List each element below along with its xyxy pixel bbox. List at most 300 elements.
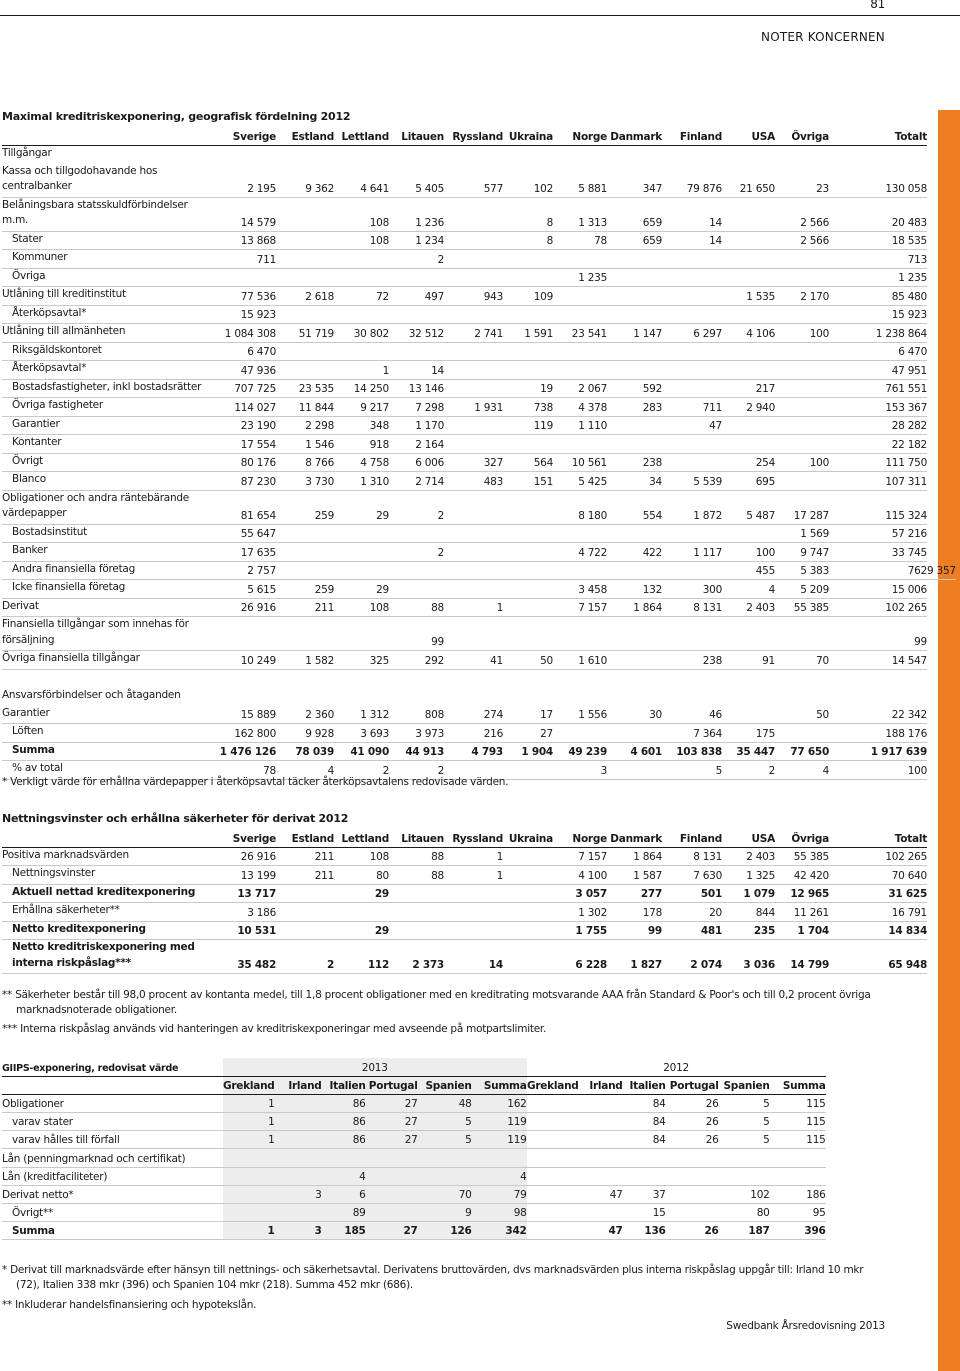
table-cell: 9 928 bbox=[276, 724, 334, 743]
table-cell bbox=[662, 268, 722, 287]
column-header: Totalt bbox=[829, 127, 927, 145]
table-cell: 20 bbox=[662, 903, 722, 922]
row-label: Utlåning till kreditinstitut bbox=[2, 287, 213, 306]
table-cell: 14 bbox=[444, 940, 503, 974]
table-cell bbox=[579, 1204, 623, 1222]
table-cell: 1 238 864 bbox=[829, 324, 927, 343]
table-cell: 211 bbox=[276, 598, 334, 617]
header-blank bbox=[2, 1076, 223, 1094]
table-row bbox=[2, 847, 927, 866]
table-cell: 2 566 bbox=[775, 197, 829, 231]
table-cell: 17 635 bbox=[213, 543, 276, 562]
table-cell bbox=[607, 287, 662, 306]
table-row bbox=[2, 580, 956, 599]
table-cell: 695 bbox=[722, 472, 775, 491]
table-cell: 72 bbox=[334, 287, 389, 306]
table-cell: 15 923 bbox=[829, 305, 927, 324]
table-cell: 84 bbox=[623, 1094, 666, 1112]
table-cell: 14 579 bbox=[213, 197, 276, 231]
table-row bbox=[2, 287, 956, 306]
table-cell bbox=[662, 145, 722, 163]
table-cell: 8 180 bbox=[553, 490, 607, 524]
table-cell: 5 bbox=[418, 1113, 472, 1131]
table-cell: 107 311 bbox=[829, 472, 927, 491]
table-cell: 185 bbox=[322, 1222, 366, 1240]
table-cell bbox=[503, 305, 553, 324]
table-cell bbox=[775, 687, 829, 705]
table-cell bbox=[418, 1167, 472, 1185]
table-cell: 126 bbox=[418, 1222, 472, 1240]
table-cell: 48 bbox=[418, 1094, 472, 1112]
table-cell bbox=[607, 724, 662, 743]
table-cell: 4 bbox=[322, 1167, 366, 1185]
table-cell: 13 199 bbox=[213, 866, 276, 885]
table-cell bbox=[666, 1149, 719, 1167]
table-cell: 501 bbox=[662, 884, 722, 903]
column-header: Finland bbox=[662, 127, 722, 145]
table-cell bbox=[722, 250, 775, 269]
table-cell bbox=[775, 435, 829, 454]
table-cell bbox=[503, 250, 553, 269]
table-cell bbox=[503, 543, 553, 562]
table-cell bbox=[607, 687, 662, 705]
table-cell: 1 bbox=[334, 361, 389, 380]
row-label: Lån (penningmarknad och certifikat) bbox=[2, 1149, 223, 1167]
table-cell bbox=[334, 145, 389, 163]
table-cell: 26 916 bbox=[213, 598, 276, 617]
table-cell: 87 230 bbox=[213, 472, 276, 491]
column-header: Finland bbox=[662, 829, 722, 847]
table-cell: 88 bbox=[389, 598, 444, 617]
table-cell bbox=[607, 250, 662, 269]
table-cell: 29 bbox=[334, 884, 389, 903]
table-cell: 33 745 bbox=[829, 543, 927, 562]
table-cell bbox=[389, 561, 444, 580]
table-row bbox=[2, 903, 927, 922]
table-cell bbox=[444, 687, 503, 705]
table-cell: 35 447 bbox=[722, 742, 775, 761]
table-cell bbox=[334, 342, 389, 361]
table-cell bbox=[444, 435, 503, 454]
table-cell: 115 bbox=[770, 1113, 826, 1131]
table-cell bbox=[829, 145, 927, 163]
table-cell: 7 298 bbox=[389, 398, 444, 417]
column-header: Danmark bbox=[607, 127, 662, 145]
table-cell: 9 bbox=[418, 1204, 472, 1222]
table-cell bbox=[444, 379, 503, 398]
table-cell bbox=[662, 453, 722, 472]
table-cell: 5 881 bbox=[553, 164, 607, 198]
table-cell: 2 170 bbox=[775, 287, 829, 306]
table-cell: 15 bbox=[623, 1204, 666, 1222]
year-2012: 2012 bbox=[527, 1058, 826, 1076]
table-cell bbox=[444, 231, 503, 250]
table-cell bbox=[275, 1167, 322, 1185]
table-cell bbox=[334, 617, 389, 651]
table-cell: 711 bbox=[662, 398, 722, 417]
table-cell: 187 bbox=[719, 1222, 770, 1240]
table-cell bbox=[623, 1167, 666, 1185]
table-cell bbox=[276, 342, 334, 361]
table-cell: 23 541 bbox=[553, 324, 607, 343]
row-label: Kontanter bbox=[2, 435, 213, 454]
table-cell: 2 bbox=[334, 761, 389, 780]
footnote-ovrigt: ** Inkluderar handelsfinansiering och hypotekslån. bbox=[2, 1299, 257, 1311]
year-row bbox=[2, 1058, 826, 1076]
table-cell: 2 618 bbox=[276, 287, 334, 306]
table-cell: 1 591 bbox=[503, 324, 553, 343]
table-cell: 1 476 126 bbox=[213, 742, 276, 761]
table-cell: 188 176 bbox=[829, 724, 927, 743]
table-row bbox=[2, 1204, 826, 1222]
table-cell: 1 864 bbox=[607, 598, 662, 617]
table-cell bbox=[666, 1185, 719, 1203]
table-cell: 86 bbox=[322, 1113, 366, 1131]
table-cell: 2 bbox=[389, 761, 444, 780]
table-row bbox=[2, 543, 956, 562]
table-cell bbox=[666, 1167, 719, 1185]
table-cell: 98 bbox=[472, 1204, 527, 1222]
table-cell bbox=[662, 561, 722, 580]
table-cell: 57 216 bbox=[829, 524, 927, 543]
table-cell bbox=[213, 687, 276, 705]
table-cell: 4 722 bbox=[553, 543, 607, 562]
table-cell bbox=[366, 1185, 418, 1203]
table-cell bbox=[366, 1149, 418, 1167]
table-cell bbox=[276, 305, 334, 324]
table-cell: 8 131 bbox=[662, 598, 722, 617]
table-cell bbox=[444, 580, 503, 599]
table-cell: 11 844 bbox=[276, 398, 334, 417]
table-cell bbox=[662, 379, 722, 398]
table-cell: 2 298 bbox=[276, 416, 334, 435]
table-cell bbox=[276, 197, 334, 231]
table-cell bbox=[553, 724, 607, 743]
table-cell bbox=[444, 361, 503, 380]
row-label: Övriga fastigheter bbox=[2, 398, 213, 417]
table-cell bbox=[444, 884, 503, 903]
table-cell: 17 bbox=[503, 706, 553, 724]
table-row bbox=[2, 524, 956, 543]
table-cell bbox=[503, 361, 553, 380]
table-cell bbox=[503, 940, 553, 974]
table-cell bbox=[444, 669, 503, 687]
table-row bbox=[2, 268, 956, 287]
table-row bbox=[2, 1167, 826, 1185]
table-cell: 14 bbox=[662, 197, 722, 231]
table-cell: 50 bbox=[775, 706, 829, 724]
row-label: Stater bbox=[2, 231, 213, 250]
table-cell: 27 bbox=[366, 1131, 418, 1149]
table-cell: 21 650 bbox=[722, 164, 775, 198]
table-cell: 1 546 bbox=[276, 435, 334, 454]
table-cell: 15 889 bbox=[213, 706, 276, 724]
table-cell: 1 556 bbox=[553, 706, 607, 724]
table-cell: 51 719 bbox=[276, 324, 334, 343]
table-cell: 1 147 bbox=[607, 324, 662, 343]
table-cell: 95 bbox=[770, 1204, 826, 1222]
table-cell bbox=[444, 342, 503, 361]
table-cell bbox=[213, 617, 276, 651]
year-2013: 2013 bbox=[223, 1058, 527, 1076]
table-cell bbox=[444, 145, 503, 163]
column-header: USA bbox=[722, 127, 775, 145]
table-cell bbox=[553, 342, 607, 361]
table-cell: 47 bbox=[662, 416, 722, 435]
table-cell: 483 bbox=[444, 472, 503, 491]
table-cell: 47 bbox=[579, 1222, 623, 1240]
table-cell: 100 bbox=[775, 324, 829, 343]
table-cell bbox=[276, 250, 334, 269]
table-cell bbox=[722, 305, 775, 324]
table-cell: 4 bbox=[472, 1167, 527, 1185]
table-cell: 14 834 bbox=[829, 921, 927, 940]
table-cell: 5 bbox=[662, 761, 722, 780]
table-cell: 327 bbox=[444, 453, 503, 472]
table-cell: 47 936 bbox=[213, 361, 276, 380]
footnote-derivat: * Derivat till marknadsvärde efter hänsyn till nettnings- och säkerhetsavtal. Derivatens bruttovärden, dvs marknadsvärden plus interna riskpåslag uppgår till: Irland 10 mkr (72), Italien 338 mkr (396) och Spanien 104 mkr (218). Summa 452 mkr (686). bbox=[2, 1264, 864, 1291]
table-cell bbox=[607, 145, 662, 163]
table-cell bbox=[444, 921, 503, 940]
table-cell bbox=[444, 197, 503, 231]
table-cell: 78 039 bbox=[276, 742, 334, 761]
table-cell bbox=[527, 1222, 579, 1240]
table-cell: 12 965 bbox=[775, 884, 829, 903]
table-cell: 3 057 bbox=[553, 884, 607, 903]
table-row bbox=[2, 1149, 826, 1167]
table-cell: 15 006 bbox=[829, 580, 927, 599]
table-cell: 11 261 bbox=[775, 903, 829, 922]
table-cell: 50 bbox=[503, 651, 553, 670]
table-cell bbox=[607, 342, 662, 361]
column-header: Irland bbox=[275, 1076, 322, 1094]
table-cell: 325 bbox=[334, 651, 389, 670]
table-cell bbox=[722, 617, 775, 651]
table-cell: 5 bbox=[418, 1131, 472, 1149]
table-cell bbox=[722, 435, 775, 454]
row-label: Återköpsavtal* bbox=[2, 361, 213, 380]
table-cell: 30 802 bbox=[334, 324, 389, 343]
table-cell bbox=[503, 687, 553, 705]
table-cell: 55 385 bbox=[775, 847, 829, 866]
table-cell: 2 741 bbox=[444, 324, 503, 343]
table-cell bbox=[444, 490, 503, 524]
table-cell: 23 535 bbox=[276, 379, 334, 398]
row-label: Obligationer och andra räntebärande värdepapper bbox=[2, 490, 213, 524]
header-row bbox=[2, 829, 927, 847]
table-cell: 5 425 bbox=[553, 472, 607, 491]
table-cell: 455 bbox=[722, 561, 775, 580]
table-cell bbox=[775, 669, 829, 687]
table-cell bbox=[444, 268, 503, 287]
table-cell: 23 190 bbox=[213, 416, 276, 435]
column-header: Grekland bbox=[223, 1076, 275, 1094]
table-cell: 14 bbox=[662, 231, 722, 250]
table-cell: 1 587 bbox=[607, 866, 662, 885]
table-row bbox=[2, 669, 956, 687]
table-cell: 16 791 bbox=[829, 903, 927, 922]
table-cell: 235 bbox=[722, 921, 775, 940]
table-cell bbox=[775, 361, 829, 380]
table-cell bbox=[334, 903, 389, 922]
table-cell bbox=[223, 1167, 275, 1185]
table-cell bbox=[722, 706, 775, 724]
table-cell: 27 bbox=[366, 1113, 418, 1131]
table-cell: 17 554 bbox=[213, 435, 276, 454]
table-cell: 99 bbox=[389, 617, 444, 651]
column-header: Litauen bbox=[389, 127, 444, 145]
table-cell bbox=[334, 305, 389, 324]
table-cell: 5 209 bbox=[775, 580, 829, 599]
table-cell: 1 755 bbox=[553, 921, 607, 940]
table-cell: 130 058 bbox=[829, 164, 927, 198]
table-row bbox=[2, 453, 956, 472]
table-cell: 844 bbox=[722, 903, 775, 922]
table-cell: 102 bbox=[719, 1185, 770, 1203]
footer-publication: Swedbank Årsredovisning 2013 bbox=[726, 1320, 885, 1332]
table-cell: 178 bbox=[607, 903, 662, 922]
table-cell bbox=[662, 342, 722, 361]
column-header: Spanien bbox=[719, 1076, 770, 1094]
table-cell bbox=[527, 1094, 579, 1112]
table-cell: 65 948 bbox=[829, 940, 927, 974]
table-cell: 18 535 bbox=[829, 231, 927, 250]
table-cell: 1 827 bbox=[607, 940, 662, 974]
row-label: Netto kreditriskexponering med interna riskpåslag*** bbox=[2, 940, 213, 974]
table-cell bbox=[275, 1131, 322, 1149]
table-cell bbox=[276, 884, 334, 903]
table-cell: 112 bbox=[334, 940, 389, 974]
table-cell bbox=[553, 361, 607, 380]
column-header: Portugal bbox=[666, 1076, 719, 1094]
table-cell: 6 470 bbox=[213, 342, 276, 361]
table-cell: 762 bbox=[829, 561, 927, 580]
table-cell bbox=[366, 1167, 418, 1185]
table-cell: 1 bbox=[444, 866, 503, 885]
table-cell: 14 bbox=[389, 361, 444, 380]
table-cell bbox=[527, 1149, 579, 1167]
table-cell: 26 bbox=[666, 1113, 719, 1131]
table-cell: 1 313 bbox=[553, 197, 607, 231]
row-label: varav hålles till förfall bbox=[2, 1131, 223, 1149]
footnote-collateral: ** Säkerheter består till 98,0 procent av kontanta medel, till 1,8 procent obligationer med en kreditrating motsvarande AAA från Standard & Poor's och till 0,2 procent övriga marknadsnoterade obligationer. bbox=[2, 989, 871, 1016]
table-cell: 77 536 bbox=[213, 287, 276, 306]
table-cell bbox=[276, 687, 334, 705]
table-cell: 8 131 bbox=[662, 847, 722, 866]
row-label: Återköpsavtal* bbox=[2, 305, 213, 324]
table-cell: 103 838 bbox=[662, 742, 722, 761]
table-cell: 108 bbox=[334, 598, 389, 617]
table-cell: 4 601 bbox=[607, 742, 662, 761]
column-header: Övriga bbox=[775, 829, 829, 847]
table-cell bbox=[503, 761, 553, 780]
table-cell bbox=[276, 669, 334, 687]
table-cell bbox=[607, 761, 662, 780]
table-cell: 347 bbox=[607, 164, 662, 198]
table-cell bbox=[623, 1149, 666, 1167]
table-row bbox=[2, 724, 956, 743]
table-cell: 2 403 bbox=[722, 847, 775, 866]
table-cell bbox=[444, 416, 503, 435]
table-cell bbox=[503, 524, 553, 543]
table-cell bbox=[553, 561, 607, 580]
column-header: Grekland bbox=[527, 1076, 579, 1094]
column-header: Lettland bbox=[334, 829, 389, 847]
table-cell: 2 067 bbox=[553, 379, 607, 398]
table-cell bbox=[607, 361, 662, 380]
table-cell: 1 bbox=[223, 1131, 275, 1149]
table-cell: 2 757 bbox=[213, 561, 276, 580]
table-cell: 254 bbox=[722, 453, 775, 472]
table-cell: 22 182 bbox=[829, 435, 927, 454]
table-cell: 9 362 bbox=[276, 164, 334, 198]
table-cell bbox=[275, 1113, 322, 1131]
table-cell: 8 766 bbox=[276, 453, 334, 472]
netting-table bbox=[2, 829, 927, 974]
row-label: Övrigt bbox=[2, 453, 213, 472]
table-cell: 108 bbox=[334, 847, 389, 866]
table-cell: 20 483 bbox=[829, 197, 927, 231]
table-cell: 41 090 bbox=[334, 742, 389, 761]
table-cell: 6 bbox=[322, 1185, 366, 1203]
table-cell: 2 bbox=[389, 250, 444, 269]
table-cell: 2 940 bbox=[722, 398, 775, 417]
table-cell: 3 730 bbox=[276, 472, 334, 491]
table-cell: 5 405 bbox=[389, 164, 444, 198]
table-cell: 1 bbox=[444, 847, 503, 866]
table-cell bbox=[662, 669, 722, 687]
column-header: Totalt bbox=[829, 829, 927, 847]
table-cell: 4 100 bbox=[553, 866, 607, 885]
row-label: varav stater bbox=[2, 1113, 223, 1131]
table-cell: 761 551 bbox=[829, 379, 927, 398]
table-cell: 85 480 bbox=[829, 287, 927, 306]
table-cell: 17 287 bbox=[775, 490, 829, 524]
table-cell bbox=[276, 921, 334, 940]
row-label: Övriga bbox=[2, 268, 213, 287]
table-cell: 15 923 bbox=[213, 305, 276, 324]
table-cell: 5 539 bbox=[662, 472, 722, 491]
table-cell: 283 bbox=[607, 398, 662, 417]
table-cell bbox=[722, 361, 775, 380]
table-cell bbox=[444, 524, 503, 543]
table-cell: 4 106 bbox=[722, 324, 775, 343]
table-cell bbox=[775, 472, 829, 491]
table-cell: 4 bbox=[722, 580, 775, 599]
table-cell bbox=[389, 669, 444, 687]
table-cell: 1 117 bbox=[662, 543, 722, 562]
table-cell: 108 bbox=[334, 197, 389, 231]
table-cell: 216 bbox=[444, 724, 503, 743]
table-row bbox=[2, 1113, 826, 1131]
credit-exposure-table bbox=[2, 127, 956, 780]
table-cell: 497 bbox=[389, 287, 444, 306]
table-cell bbox=[607, 561, 662, 580]
table-cell bbox=[444, 543, 503, 562]
row-label: % av total bbox=[2, 761, 213, 780]
table-cell bbox=[527, 1204, 579, 1222]
table-cell bbox=[775, 268, 829, 287]
table-cell: 2 373 bbox=[389, 940, 444, 974]
row-label: Netto kreditexponering bbox=[2, 921, 213, 940]
table-cell: 1 312 bbox=[334, 706, 389, 724]
table-cell: 119 bbox=[472, 1113, 527, 1131]
table-cell: 6 228 bbox=[553, 940, 607, 974]
table-cell: 186 bbox=[770, 1185, 826, 1203]
table-cell: 27 bbox=[366, 1222, 418, 1240]
table-cell bbox=[334, 561, 389, 580]
table-row bbox=[2, 250, 956, 269]
